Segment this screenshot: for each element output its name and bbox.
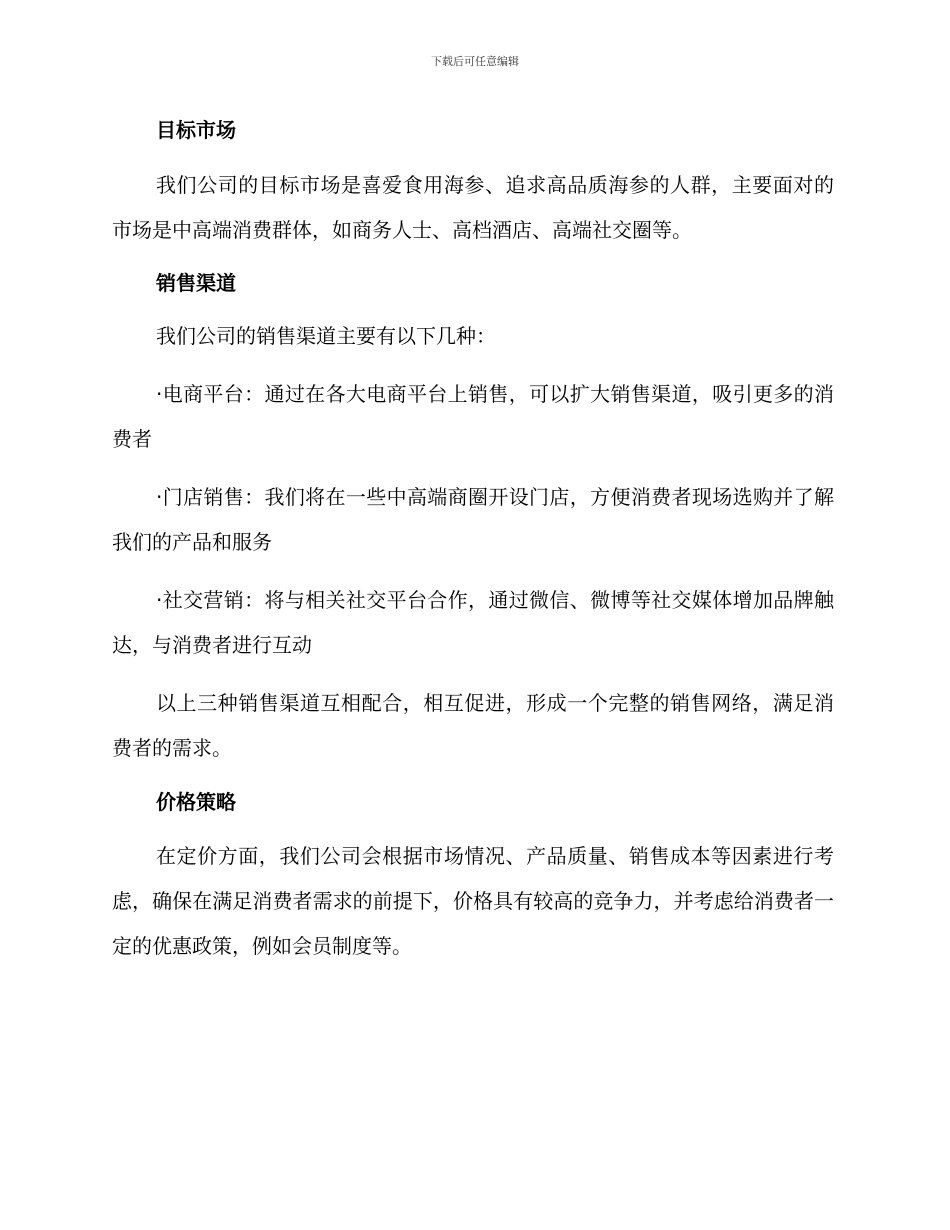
list-item-text: 门店销售：我们将在一些中高端商圈开设门店，方便消费者现场选购并了解我们的产品和服务: [112, 485, 834, 554]
list-item-social-marketing: [112, 578, 834, 668]
target-market-paragraph: 我们公司的目标市场是喜爱食用海参、追求高品质海参的人群，主要面对的市场是中高端消费群体，如商务人士、高档酒店、高端社交圈等。: [112, 173, 834, 242]
sales-channels-summary: 以上三种销售渠道互相配合，相互促进，形成一个完整的销售网络，满足消费者的需求。: [112, 691, 834, 760]
bullet-dot-icon: ·: [156, 382, 163, 406]
sales-channels-intro: 我们公司的销售渠道主要有以下几种：: [156, 324, 496, 348]
document-body: [112, 112, 834, 969]
bullet-dot-icon: ·: [156, 588, 163, 612]
pricing-strategy-paragraph: 在定价方面，我们公司会根据市场情况、产品质量、销售成本等因素进行考虑，确保在满足消费者需求的前提下，价格具有较高的竞争力，并考虑给消费者一定的优惠政策，例如会员制度等。: [112, 844, 834, 958]
section-heading-target-market: 目标市场: [156, 118, 236, 142]
bullet-dot-icon: ·: [156, 485, 163, 509]
page-header-note: 下载后可任意编辑: [431, 55, 519, 68]
list-item-ecommerce: [112, 372, 834, 462]
list-item-text: 电商平台：通过在各大电商平台上销售，可以扩大销售渠道，吸引更多的消费者: [112, 382, 834, 451]
section-heading-pricing-strategy: 价格策略: [156, 790, 236, 814]
list-item-store-sales: [112, 475, 834, 565]
section-heading-sales-channels: 销售渠道: [156, 271, 236, 295]
list-item-text: 社交营销：将与相关社交平台合作，通过微信、微博等社交媒体增加品牌触达，与消费者进行互动: [112, 588, 834, 657]
